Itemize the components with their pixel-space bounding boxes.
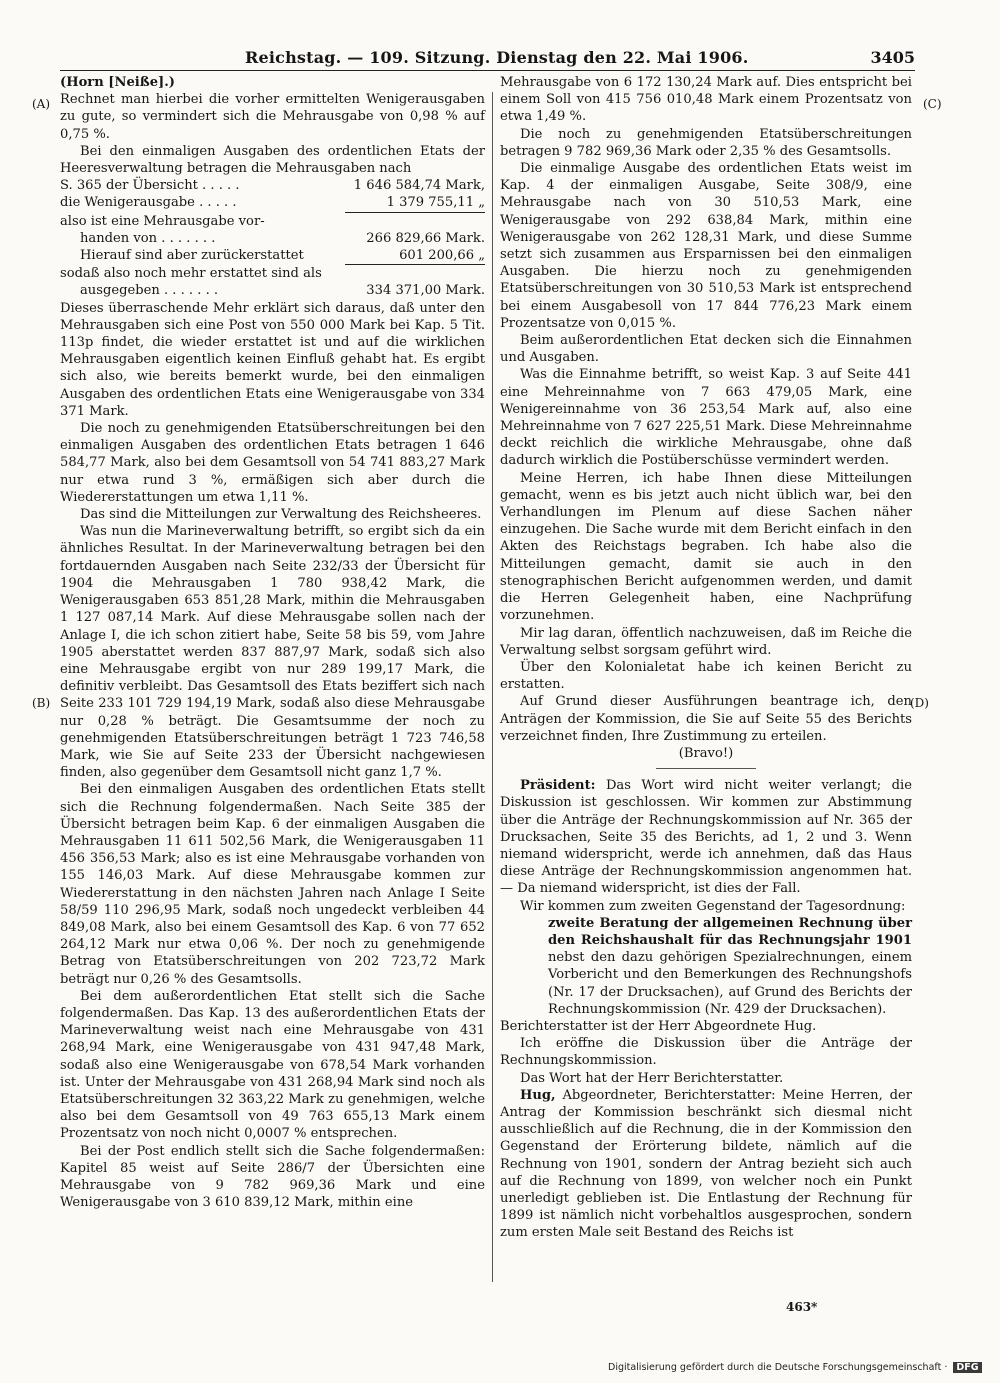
paragraph: Was die Einnahme betrifft, so weist Kap. 3 auf Seite 441 eine Mehreinnahme von 7 663 479,05 Mark, eine Wenigereinnahme von 36 253,54 Mark auf, also eine Mehreinnahme von 7 627 225,51 Mark. Diese Mehreinnahme deckt reichlich die wirkliche Mehrausgabe, ohne daß dadurch wirklich die Postüberschüsse vermindert werden.	[500, 367, 912, 469]
agenda-title: zweite Beratung der allgemeinen Rechnung über den Reichshaushalt für das Rechnungsjahr 1901	[548, 915, 912, 948]
sheet-mark: 463*	[786, 1300, 818, 1314]
speech-text: Das Wort wird nicht weiter verlangt; die Diskussion ist geschlossen. Wir kommen zur Abstimmung über die Anträge der Rechnungskommission auf Nr. 365 der Drucksachen, Seite 35 des Berichts, ad 1, 2 und 3. Wenn niemand widerspricht, werde ich annehmen, daß das Haus diese Anträge der Rechnungskommission angenommen hat. — Da niemand widerspricht, ist dies der Fall.	[500, 778, 912, 897]
paragraph: Mir lag daran, öffentlich nachzuweisen, daß im Reiche die Verwaltung selbst sorgsam geführt wird.	[500, 625, 912, 658]
table-row	[60, 177, 485, 194]
table-row	[60, 282, 485, 299]
margin-marker-a: (A)	[32, 97, 51, 111]
table-amount: 1 379 755,11 „	[345, 194, 485, 212]
credit-text: Digitalisierung gefördert durch die Deutsche Forschungsgemeinschaft ·	[608, 1362, 948, 1373]
margin-marker-b: (B)	[32, 696, 51, 710]
speaker-name: Präsident:	[520, 778, 596, 794]
paragraph: Meine Herren, ich habe Ihnen diese Mitteilungen gemacht, wenn es bis jetzt auch nicht üblich war, bei den Verhandlungen im Plenum auf diese Sachen näher einzugehen. Die Sache wurde mit dem Bericht einfach in den Akten des Reichstags begraben. Ich habe also die Mitteilungen gemacht, damit sie auch in den stenographischen Bericht aufgenommen werden, und damit die Herren Gelegenheit haben, eine Nachprüfung vorzunehmen.	[500, 470, 912, 624]
running-title: Reichstag. — 109. Sitzung. Dienstag den 22. Mai 1906.	[245, 48, 749, 67]
table-label: sodaß also noch mehr erstattet sind als	[60, 266, 322, 282]
section-divider	[656, 768, 756, 769]
table-row	[60, 194, 485, 212]
table-label: die Wenigerausgabe . . . . .	[60, 195, 237, 211]
table-label: ausgegeben . . . . . . .	[80, 283, 219, 299]
paragraph: Dieses überraschende Mehr erklärt sich daraus, daß unter den Mehrausgaben sich eine Post von 550 000 Mark bei Kap. 5 Tit. 113p findet, die wieder erstattet ist und auf die wirklichen Mehrausgaben eigentlich keinen Einfluß gehabt hat. Es ergibt sich also, wie bereits bemerkt wurde, bei den einmaligen Ausgaben des ordentlichen Etats eine Wenigerausgabe von 334 371 Mark.	[60, 300, 485, 419]
table-row	[60, 230, 485, 247]
dfg-logo: DFG	[953, 1362, 981, 1373]
paragraph: Die noch zu genehmigenden Etatsüberschreitungen bei den einmaligen Ausgaben des ordentlichen Etats betragen 1 646 584,77 Mark, also bei dem Gesamtsoll von 54 741 883,27 Mark nur etwa rund 3 %, ermäßigen sich aber durch die Wiedererstattungen um etwa 1,11 %.	[60, 421, 485, 505]
paragraph: Beim außerordentlichen Etat decken sich die Einnahmen und Ausgaben.	[500, 333, 912, 366]
speech-president	[500, 777, 912, 897]
speaker-role: Abgeordneter, Berichterstatter:	[555, 1087, 776, 1103]
speech-hug	[500, 1087, 912, 1242]
table-label: handen von . . . . . . .	[80, 230, 216, 246]
paragraph: Das sind die Mitteilungen zur Verwaltung des Reichsheeres.	[80, 507, 482, 523]
applause-note: (Bravo!)	[678, 745, 734, 761]
table-row	[60, 247, 485, 265]
page-header	[60, 46, 915, 71]
table-label: S. 365 der Übersicht . . . . .	[60, 178, 240, 194]
paragraph: Bei dem außerordentlichen Etat stellt sich die Sache folgendermaßen. Das Kap. 13 des außerordentlichen Etats der Marineverwaltung weist nach eine Mehrausgabe von 431 268,94 Mark, eine Wenigerausgabe von 431 947,48 Mark, sodaß also eine Wenigerausgabe von 678,54 Mark vorhanden ist. Unter der Mehrausgabe von 431 268,94 Mark sind noch als Etatsüberschreitungen 32 363,22 Mark zu genehmigen, welche also bei dem Gesamtsoll von 49 763 655,13 Mark einem Prozentsatz von noch nicht 0,0007 % entsprechen.	[60, 988, 485, 1142]
agenda-item	[500, 915, 912, 1018]
paragraph: Das Wort hat der Herr Berichterstatter.	[520, 1070, 784, 1086]
paragraph: Auf Grund dieser Ausführungen beantrage ich, den Anträgen der Kommission, die Sie auf Seite 55 des Berichts verzeichnet finden, Ihre Zustimmung zu erteilen.	[500, 694, 912, 744]
paragraph: Die einmalige Ausgabe des ordentlichen Etats weist im Kap. 4 der einmaligen Ausgabe, Seite 308/9, eine Mehrausgabe nach von 30 510,53 Mark, eine Wenigerausgabe von 292 638,84 Mark, mithin eine Wenigerausgabe von 262 128,31 Mark, und diese Summe setzt sich zusammen aus Ersparnissen bei den einmaligen Ausgaben. Die hierzu noch zu genehmigenden Etatsüberschreitungen von 30 510,53 Mark ist entsprechend bei einem Ausgabesoll von 17 844 776,23 Mark einem Prozentsatze von 0,015 %.	[500, 161, 912, 331]
speaker-name: Hug,	[520, 1087, 556, 1103]
table-label: also ist eine Mehrausgabe vor-	[60, 213, 265, 229]
speech-text: Meine Herren, der Antrag der Kommission beschränkt sich diesmal nicht ausschließlich auf die Rechnung, die in der Kommission den Gegenstand der Erörterung bildete, nämlich auf die Rechnung von 1901, sondern der Antrag bezieht sich auch auf die Rechnung von 1899, von welcher noch ein Punkt unerledigt geblieben ist. Die Entlastung der Rechnung für 1899 ist nämlich nicht vorbehaltlos ausgesprochen, sondern zum ersten Male seit Bestand des Reichs ist	[500, 1087, 913, 1241]
paragraph: Berichterstatter ist der Herr Abgeordnete Hug.	[500, 1018, 817, 1034]
table-amount: 1 646 584,74 Mark,	[353, 178, 485, 194]
paragraph: Was nun die Marineverwaltung betrifft, so ergibt sich da ein ähnliches Resultat. In der Marineverwaltung betragen bei den fortdauernden Ausgaben nach Seite 232/33 der Übersicht für 1904 die Mehrausgaben 1 780 938,42 Mark, die Wenigerausgaben 653 851,28 Mark, mithin die Mehrausgaben 1 127 087,14 Mark. Auf diese Mehrausgabe sollen nach der Anlage I, die ich schon zitiert habe, Seite 58 bis 59, vom Jahre 1905 aberstattet werden 837 887,97 Mark, sodaß sich also eine Mehrausgabe ergibt von nur 289 199,17 Mark, die definitiv verbleibt. Das Gesamtsoll des Etats beziffert sich nach Seite 233 101 729 194,19 Mark, sodaß also diese Mehrausgabe nur 0,28 % beträgt. Die Gesamtsumme der noch zu genehmigenden Etatsüberschreitungen beträgt 1 723 746,58 Mark, wie Sie auf Seite 233 der Übersicht nachgewiesen finden, also gegenüber dem Gesamtsoll nicht ganz 1,7 %.	[60, 524, 485, 781]
paragraph: Rechnet man hierbei die vorher ermittelten Wenigerausgaben zu gute, so vermindert sich die Mehrausgabe von 0,98 % auf 0,75 %.	[60, 92, 485, 142]
paragraph: Die noch zu genehmigenden Etatsüberschreitungen betragen 9 782 969,36 Mark oder 2,35 % des Gesamtsolls.	[500, 126, 912, 159]
table-label: Hierauf sind aber zurückerstattet	[80, 248, 304, 264]
paragraph: Mehrausgabe von 6 172 130,24 Mark auf. Dies entspricht bei einem Soll von 415 756 010,48 Mark einem Prozentsatz von etwa 1,49 %.	[500, 75, 912, 125]
table-amount: 601 200,66 „	[345, 247, 485, 265]
margin-marker-c: (C)	[923, 97, 942, 111]
column-rule	[492, 92, 493, 1282]
table-row	[60, 213, 485, 230]
speaker-reference: (Horn [Neiße].)	[60, 75, 175, 90]
right-column	[500, 74, 912, 1242]
agenda-details: nebst den dazu gehörigen Spezialrechnungen, einem Vorbericht und den Bemerkungen des Rechnungshofs (Nr. 17 der Drucksachen), auf Grund des Berichts der Rechnungskommission (Nr. 429 der Drucksachen).	[548, 950, 912, 1017]
table-row	[60, 265, 485, 282]
paragraph: Ich eröffne die Diskussion über die Anträge der Rechnungskommission.	[500, 1036, 912, 1069]
paragraph: Über den Kolonialetat habe ich keinen Bericht zu erstatten.	[500, 659, 912, 693]
paragraph: Bei den einmaligen Ausgaben des ordentlichen Etats der Heeresverwaltung betragen die Mehrausgaben nach	[60, 143, 485, 177]
margin-marker-d: (D)	[910, 696, 929, 710]
digitization-credit	[608, 1362, 988, 1373]
table-amount: 266 829,66 Mark.	[366, 230, 485, 246]
paragraph: Bei der Post endlich stellt sich die Sache folgendermaßen: Kapitel 85 weist auf Seite 286/7 der Übersichten eine Mehrausgabe von 9 782 969,36 Mark und eine Wenigerausgabe von 3 610 839,12 Mark, mithin eine	[60, 1143, 485, 1211]
table-amount: 334 371,00 Mark.	[366, 283, 485, 299]
paragraph: Wir kommen zum zweiten Gegenstand der Tagesordnung:	[520, 898, 906, 914]
paragraph: Bei den einmaligen Ausgaben des ordentlichen Etats stellt sich die Rechnung folgendermaßen. Nach Seite 385 der Übersicht betragen beim Kap. 6 der einmaligen Ausgaben die Mehrausgaben 11 611 502,56 Mark, die Wenigerausgaben 11 456 356,53 Mark; also es ist eine Mehrausgabe vorhanden von 155 146,03 Mark. Auf diese Mehrausgabe kommen zur Wiedererstattung in den nächsten Jahren nach Anlage I Seite 58/59 110 296,95 Mark, sodaß noch ungedeckt verbleiben 44 849,08 Mark, also bei einem Gesamtsoll des Kap. 6 von 77 652 264,12 Mark nur etwa 0,06 %. Der noch zu genehmigende Betrag von Etatsüberschreitungen von 202 723,72 Mark beträgt nur 0,26 % des Gesamtsolls.	[60, 782, 485, 987]
left-column	[60, 74, 485, 1211]
page-number: 3405	[870, 48, 915, 67]
